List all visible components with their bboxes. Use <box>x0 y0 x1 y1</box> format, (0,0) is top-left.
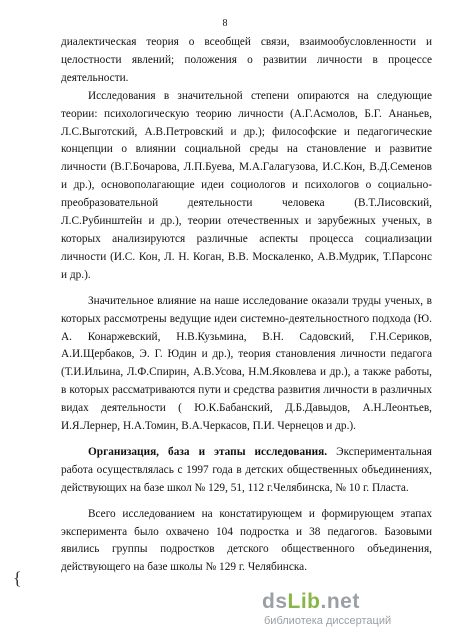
paragraph-final: Всего исследованием на констатирующем и формирующем этапах эксперимента было охвачено 104 подростка и 38 педагогов. Базовыми явились группы подростков детского общественного объединения, действующего на базе школы № 129 г. Челябинска. <box>61 507 432 574</box>
watermark-logo: dsLib.net <box>262 590 360 613</box>
paragraph-3: Значительное влияние на наше исследование оказали труды ученых, в которых рассмотрены ведущие идеи системно-деятельностного подхода (Ю. А. Конаржевский, Н.В.Кузьмина, В.Н. Садовский, Г.Н.Сериков, А.И.Щербаков, Э. Г. Юдин и др.), теория становления личности педагога (Т.И.Ильина, Л.Ф.Спирин, А.В.Усова, Н.М.Яковлева и др.), а также работы, в которых рассматриваются пути и средства развития личности в различных видах деятельности ( Ю.К.Бабанский, Д.Б.Давыдов, А.Н.Леонтьев, И.Я.Лернер, Н.А.Томин, В.А.Черкасов, П.И. Чернецов и др.). <box>61 294 432 433</box>
watermark-tagline: библиотека диссертаций <box>264 615 392 627</box>
organization-heading: Организация, база и этапы исследования. <box>88 445 328 458</box>
document-body <box>61 34 432 577</box>
watermark <box>262 590 448 640</box>
paragraph-organization <box>61 444 432 498</box>
paragraph-2: Исследования в значительной степени опираются на следующие теории: психологическую теорию личности (А.Г.Асмолов, Б.Г. Ананьев, Л.С.Выготский, А.В.Петровский и др.); философские и педагогические концепции о влиянии социальной среды на становление и развитие личности (В.Г.Бочарова, Л.П.Буева, М.А.Галагузова, И.С.Кон, В.Д.Семенов и др.), основополагающие идеи социологов и психологов о социально-преобразовательной деятельности человека (В.Т.Лисовский, Л.С.Рубинштейн и др.), теории отечественных и зарубежных ученых, в которых анализируются различные аспекты процесса социализации личности (И.С. Кон, Л. Н. Коган, В.В. Москаленко, А.В.Мудрик, Т.Парсонс и др.). <box>61 89 432 281</box>
page-number: 8 <box>222 18 228 29</box>
organization-text: Экспериментальная работа осуществлялась с 1997 года в детских общественных объединениях, действующих на базе школ № 129, 51, 112 г.Челябинска, № 10 г. Пласта. <box>61 445 432 494</box>
scan-mark-icon: { <box>13 568 22 588</box>
paragraph-1: диалектическая теория о всеобщей связи, взаимообусловленности и целостности явлений; положения о развитии личности в процессе деятельности. <box>61 36 432 84</box>
